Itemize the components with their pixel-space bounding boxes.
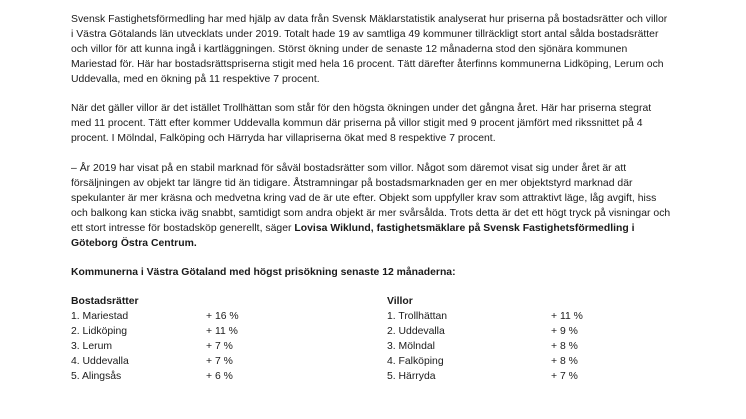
quote-text: – År 2019 har visat på en stabil marknad för såväl bostadsrätter som villor. Något som däremot visat sig under året är att försäljningen av objekt tar längre tid än tidigare. Åtstramningar på bostadsmarknaden ger en mer objektstyrd marknad där spekulanter är mer kräsna och medvetna kring vad de är ute efter. Objekt som uppfyller krav som attraktivt läge, låg avgift, hiss och balkong kan sticka iväg snabbt, samtidigt som andra objekt är mer svårsålda. Trots detta är det ett högt tryck på visningar och ett stort intresse för bostadsköp generellt, säger [71,163,671,234]
price-change: + 7 % [206,341,233,353]
municipality-name: 3. Lerum [71,341,113,353]
price-lists [71,295,671,415]
price-change: + 8 % [551,341,578,353]
list-item [71,310,239,325]
municipality-name: 5. Härryda [387,370,436,382]
table-heading: Kommunerna i Västra Götaland med högst prisökning senaste 12 månaderna: [71,267,456,279]
quote-paragraph [71,162,671,251]
municipality-name: 4. Uddevalla [71,355,129,367]
price-change: + 16 % [206,311,239,323]
list-item [387,370,578,385]
intro-paragraph: Svensk Fastighetsförmedling har med hjälp av data från Svensk Mäklarstatistik analyserat hur priserna på bostadsrätter och villor i Västra Götalands län utvecklats under 2019. Totalt hade 19 av samtliga 49 kommuner tillräckligt stort antal sålda bostadsrätter och villor för att kunna ingå i kartläggningen. Störst ökning under de senaste 12 månaderna stod den sjönära kommunen Mariestad för. Här har bostadsrättspriserna stigit med hela 16 procent. Tätt därefter återfinns kommunerna Lidköping, Lerum och Uddevalla, med en ökning på 11 respektive 7 procent. [71,14,668,85]
municipality-name: 1. Trollhättan [387,311,448,323]
list-item [71,355,233,370]
price-change: + 11 % [551,311,583,323]
list-item [71,325,238,340]
list-item [387,325,578,340]
municipality-name: 3. Mölndal [387,341,435,353]
list-item [387,310,583,325]
price-change: + 7 % [551,370,578,382]
villor-list [387,295,583,384]
quote-attribution: Lovisa Wiklund, fastighetsmäklare på Svensk Fastighetsförmedling i Göteborg Östra Centrum. [71,222,635,249]
municipality-name: 2. Lidköping [71,326,128,338]
municipality-name: 1. Mariestad [71,311,129,323]
municipality-name: 2. Uddevalla [387,326,445,338]
municipality-name: 5. Alingsås [71,370,122,382]
price-change: + 11 % [206,326,238,338]
price-change: + 9 % [551,326,578,338]
list-item [71,370,233,385]
list-item [387,355,578,370]
villa-paragraph: När det gäller villor är det istället Trollhättan som står för den högsta ökningen under det gångna året. Här har priserna stegrat med 11 procent. Tätt efter kommer Uddevalla kommun där priserna på villor stigit med 9 procent jämfört med rikssnittet på 4 procent. I Mölndal, Falköping och Härryda har villapriserna ökat med 8 respektive 7 procent. [71,103,652,145]
bostadsratter-title: Bostadsrätter [71,296,139,308]
list-item [387,340,578,355]
list-item [71,340,233,355]
price-change: + 6 % [206,370,233,382]
price-change: + 7 % [206,355,233,367]
villor-title: Villor [387,296,413,308]
bostadsratter-list [71,295,239,384]
document-page [71,13,671,415]
municipality-name: 4. Falköping [387,355,444,367]
price-change: + 8 % [551,355,578,367]
